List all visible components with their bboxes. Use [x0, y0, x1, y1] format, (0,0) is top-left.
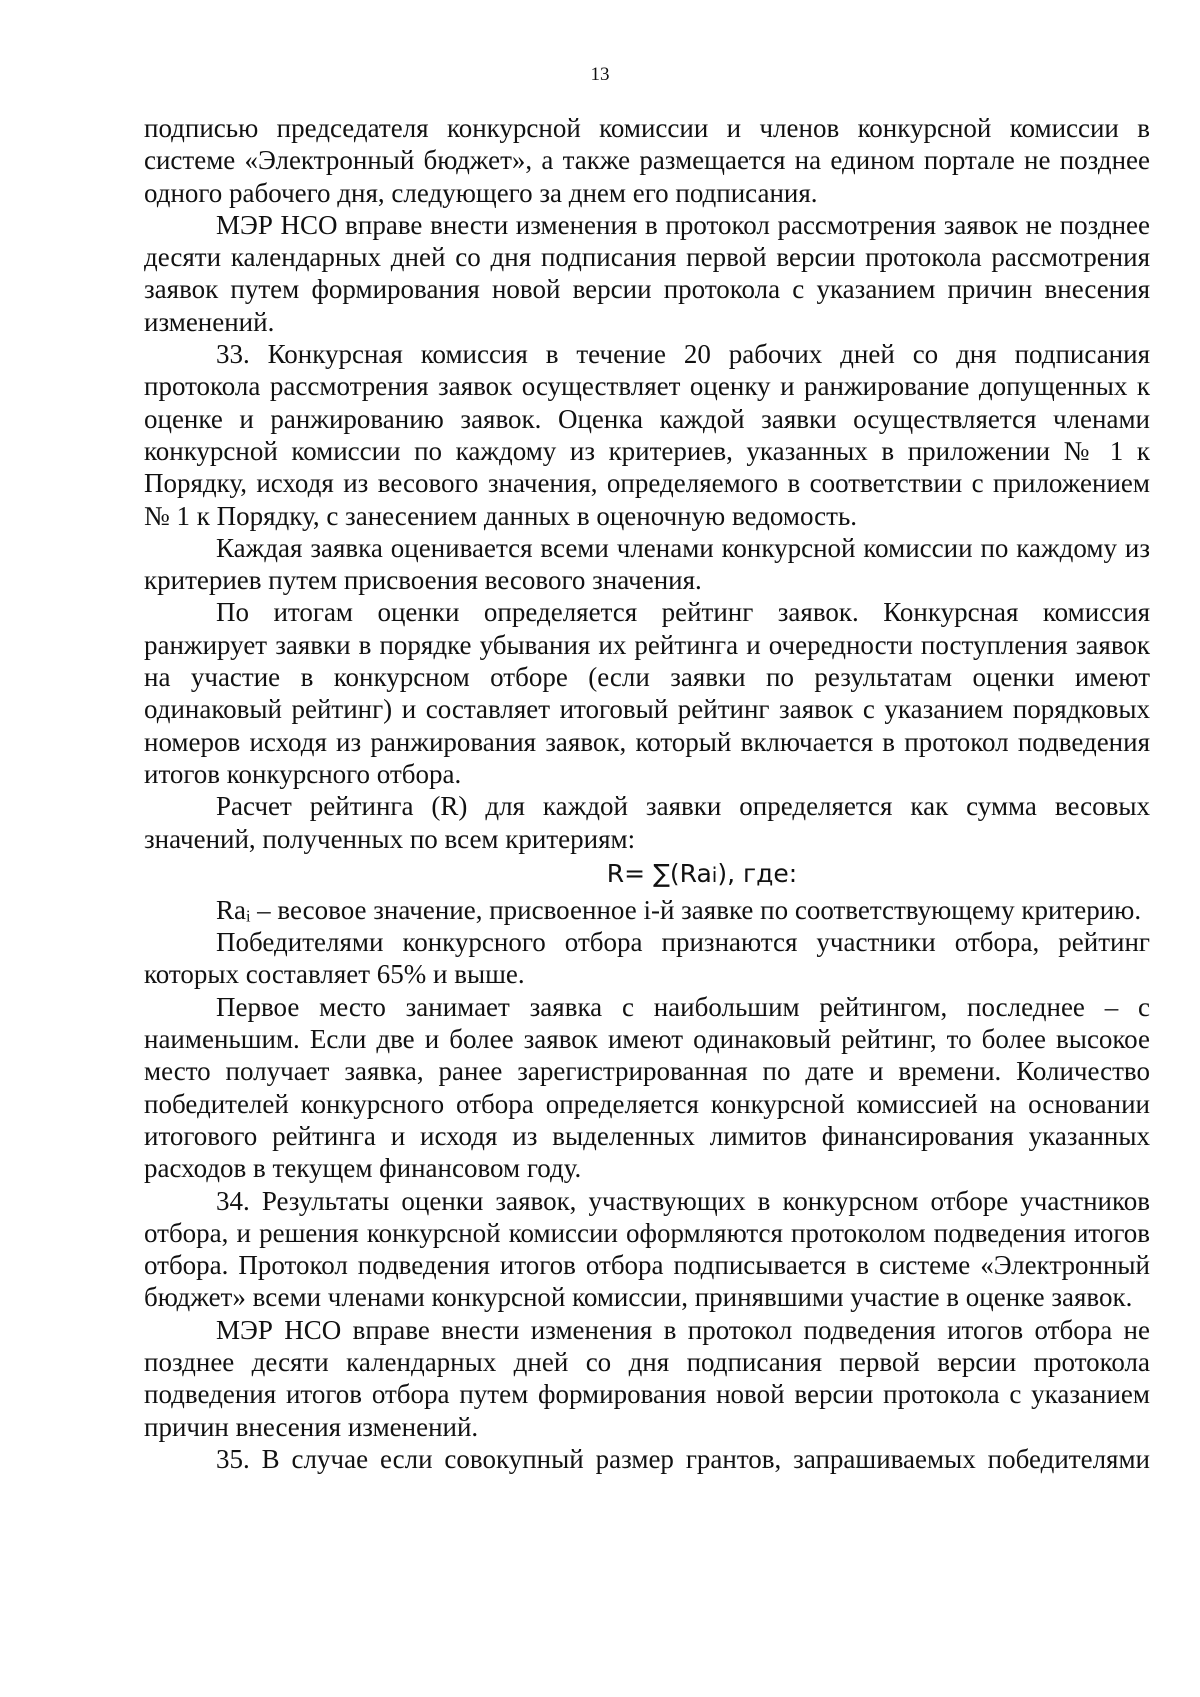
paragraph-formula-legend: Raᵢ – весовое значение, присвоенное i-й заявке по соответствующему критерию. — [216, 894, 1142, 925]
paragraph-rating-calculation: Расчет рейтинга (R) для каждой заявки определяется как сумма весовых значений, полученных по всем критериям: — [144, 791, 1150, 854]
paragraph-item-33: 33. Конкурсная комиссия в течение 20 рабочих дней со дня подписания протокола рассмотрения заявок осуществляет оценку и ранжирование допущенных к оценке и ранжированию заявок. Оценка каждой заявки осуществляется членами конкурсной комиссии по каждому из критериев, указанных в приложении № 1 к Порядку, исходя из весового значения, определяемого в соответствии с приложением № 1 к Порядку, с занесением данных в оценочную ведомость. — [144, 339, 1150, 531]
paragraph-item-34: 34. Результаты оценки заявок, участвующих в конкурсном отборе участников отбора, и решения конкурсной комиссии оформляются протоколом подведения итогов отбора. Протокол подведения итогов отбора подписывается в системе «Электронный бюджет» всеми членами конкурсной комиссии, принявшими участие в оценке заявок. — [144, 1185, 1150, 1313]
page-number: 13 — [590, 64, 610, 85]
paragraph-ranking: По итогам оценки определяется рейтинг заявок. Конкурсная комиссия ранжирует заявки в порядке убывания их рейтинга и очередности поступления заявок на участие в конкурсном отборе (если заявки по результатам оценки имеют одинаковый рейтинг) и составляет итоговый рейтинг заявок с указанием порядковых номеров исходя из ранжирования заявок, который включается в протокол подведения итогов конкурсного отбора. — [144, 597, 1150, 789]
paragraph-results-changes: МЭР НСО вправе внести изменения в протокол подведения итогов отбора не позднее десяти календарных дней со дня подписания первой версии протокола подведения итогов отбора путем формирования новой версии протокола с указанием причин внесения изменений. — [144, 1314, 1150, 1442]
paragraph-evaluation: Каждая заявка оценивается всеми членами конкурсной комиссии по каждому из критериев путем присвоения весового значения. — [144, 532, 1150, 596]
rating-formula — [144, 855, 1150, 894]
formula-main: R= ∑(Ra — [606, 858, 712, 888]
paragraph-winners: Победителями конкурсного отбора признаются участники отбора, рейтинг которых составляет 65% и выше. — [144, 927, 1150, 990]
paragraph-item-35: 35. В случае если совокупный размер грантов, запрашиваемых победителями — [216, 1443, 1150, 1474]
paragraph-protocol-changes: МЭР НСО вправе внести изменения в протокол рассмотрения заявок не позднее десяти календарных дней со дня подписания первой версии протокола рассмотрения заявок путем формирования новой версии протокола с указанием причин внесения изменений. — [144, 209, 1150, 337]
formula-subscript: i — [711, 862, 718, 887]
paragraph-continuation: подписью председателя конкурсной комиссии и членов конкурсной комиссии в системе «Электронный бюджет», а также размещается на едином портале не позднее одного рабочего дня, следующего за днем его подписания. — [144, 113, 1150, 208]
document-body — [144, 112, 1150, 1475]
formula-tail: ), где: — [717, 858, 798, 888]
paragraph-places: Первое место занимает заявка с наибольшим рейтингом, последнее – с наименьшим. Если две и более заявок имеют одинаковый рейтинг, то более высокое место получает заявка, ранее зарегистрированная по дате и времени. Количество победителей конкурсного отбора определяется конкурсной комиссией на основании итогового рейтинга и исходя из выделенных лимитов финансирования указанных расходов в текущем финансовом году. — [144, 991, 1150, 1184]
